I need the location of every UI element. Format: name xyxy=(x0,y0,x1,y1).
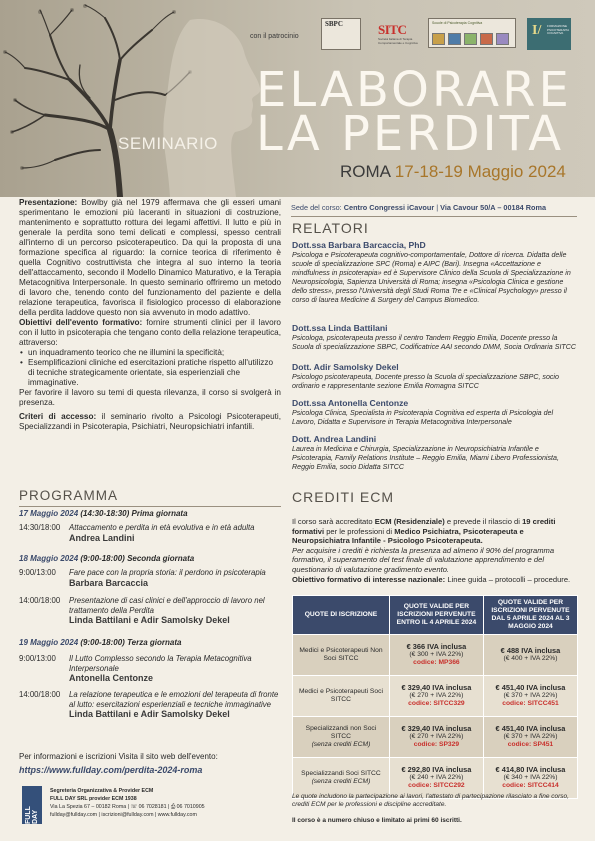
title-line-2: LA PERDITA xyxy=(256,106,565,162)
fees-table xyxy=(292,595,578,799)
patronage-label: con il patrocinio xyxy=(250,33,299,40)
sbpc-logo: SBPC xyxy=(321,18,361,50)
speaker-bio: Dott.ssa Antonella Centonze Psicologa Clinica, Specialista in Psicoterapia Cognitiva ed esperta di Psicologia del Lavoro, Didatta e Supervisore in Terapia Metacognitiva Interpersonale xyxy=(292,398,554,426)
table-row: Medici e Psicoterapeuti Soci SITCC € 329,40 IVA inclusa (€ 270 + IVA 22%) codice: SITCC329 € 451,40 IVA inclusa (€ 370 + IVA 22%) codice: SITCC451 xyxy=(293,676,578,717)
venue-info: Sede del corso: Centro Congressi iCavour | Via Cavour 50/A – 00184 Roma xyxy=(291,203,577,217)
scuole-psicoterapia-logo: Scuole di Psicoterapia Cognitiva xyxy=(428,18,516,48)
title-line-1: ELABORARE xyxy=(256,62,572,118)
obiettivi-list xyxy=(19,348,281,388)
relatori-title: RELATORI xyxy=(292,220,369,236)
programma-title: PROGRAMMA xyxy=(19,488,119,503)
speaker-bio: Dott.ssa Barbara Barcaccia, PhD Psicologa e Psicoterapeuta cognitivo-comportamentale, Dottore di ricerca. Didatta delle scuole di specializzazione SPC (Roma) e AIPC (Bari). Insegna «Accettazione e mindfulness in psicoterapia» ed è Supervisore Clinico della Scuola di Specializzazione in Neuropsicologia, Sapienza Università di Roma; insegna «Psicologia Clinica e gestione dello stress», presso l'Università degli Studi Roma Tre e «Clinical Psychology» presso il corso di laurea Medicine & Surgery del Campus Biomedico. xyxy=(292,240,571,304)
presentazione-paragraph: Presentazione: Bowlby già nel 1979 affermava che gli esseri umani sperimentano le emozioni più laceranti in situazioni di costruzione, mantenimento e soprattutto rottura dei legami affettivi. Il lutto e più in generale la perdita sono temi delicati e complessi, spesso centrali all'interno di un percorso psicoterapeutico. Da qui la proposta di una formazione specifica al riguardo: la cornice teorica di riferimento è quella Cognitivo costruttivista che integra al suo interno la teoria dell'attaccamento, secondo il Modello Dinamico Maturativo, e la Terapia Metacognitiva Interpersonale. In questo seminario offriremo un metodo di lavoro che, tenendo conto del funzionamento del paziente e della relazione terapeutica, favorisca il fisiologico processo di elaborazione della perdita laddove questo non sia avvenuto in modo adattivo. xyxy=(19,198,281,317)
speaker-bio: Dott. Adir Samolsky Dekel Psicologo psicoterapeuta, Docente presso la Scuola di specializzazione SBPC, socio ordinario e rappresentante sezione Emilia Romagna SITCC xyxy=(292,362,559,390)
event-city: ROMA xyxy=(340,162,391,181)
crediti-title: CREDITI ECM xyxy=(292,489,394,505)
day-heading: 17 Maggio 2024 (14:30-18:30) Prima giornata xyxy=(19,509,188,518)
speaker-bio: Dott.ssa Linda Battilani Psicologa, psicoterapeuta presso il centro Tandem Reggio Emilia, Docente presso la Scuola di specializzazione SBPC, Codificatrice AAI secondo DMM, Socia Ordinaria SITCC xyxy=(292,323,576,351)
speaker-name: Linda Battilani e Adir Samolsky Dekel xyxy=(69,709,230,719)
closing-paragraph: Per favorire il lavoro su temi di questa rilevanza, il corso si svolgerà in presenza. xyxy=(19,388,281,407)
tree-head-illustration xyxy=(0,0,300,197)
table-header-row: QUOTE DI ISCRIZIONE QUOTE VALIDE PER ISCRIZIONI PERVENUTE ENTRO IL 4 APRILE 2024 QUOTE VALIDE PER ISCRIZIONI PERVENUTE DAL 5 APRILE 2024 AL 3 MAGGIO 2024 xyxy=(293,596,578,635)
obiettivi-paragraph: Obiettivi dell'evento formativo: fornire strumenti clinici per il lavoro con il lutto in psicoterapia che tengano conto della relazione terapeutica, attraverso: xyxy=(19,318,281,347)
speaker-name: Barbara Barcaccia xyxy=(69,577,149,588)
list-item: • Esemplificazioni cliniche ed esercitazioni pratiche rispetto all'utilizzo di tecniche strategicamente orientate, sia esperienziali che immaginative. xyxy=(19,358,281,388)
day-heading: 19 Maggio 2024 (9:00-18:00) Terza giornata xyxy=(19,638,182,647)
event-url-link[interactable]: https://www.fullday.com/perdita-2024-roma xyxy=(19,765,203,775)
criteri-paragraph: Criteri di accesso: il seminario rivolto a Psicologi Psicoterapeuti, Specializzandi in Psicoterapia, Psichiatri, Neuropsichiatri infantili. xyxy=(19,412,281,431)
event-days: 17-18-19 Maggio 2024 xyxy=(394,162,566,181)
provider-info: Segreteria Organizzativa & Provider ECM FULL DAY SRL provider ECM 1938 Via La Spezia 67 – 00182 Roma | ☏ 06 7028181 | ⎙ 06 7010905 fullday@fullday.com | iscrizioni@fullday.com | www.fullday.com xyxy=(50,788,205,818)
speaker-name: Linda Battilani e Adir Samolsky Dekel xyxy=(69,615,230,625)
table-row: Specializzandi non Soci SITCC (senza crediti ECM) € 329,40 IVA inclusa (€ 270 + IVA 22%) codice: SP329 € 451,40 IVA inclusa (€ 370 + IVA 22%) codice: SP451 xyxy=(293,717,578,758)
table-row: Specializzandi Soci SITCC (senza crediti ECM) € 292,80 IVA inclusa (€ 240 + IVA 22%) codice: SITCC292 € 414,80 IVA inclusa (€ 340 + IVA 22%) codice: SITCC414 xyxy=(293,758,578,799)
speaker-bio: Dott. Andrea Landini Laurea in Medicina e Chirurgia, Specializzazione in Neuropsichiatria Infantile e Psicoterapia, Family Relations Institute – Reggio Emilia, Miami Libero Professionista, Reggio Emilia, socio Didatta SITCC xyxy=(292,434,559,471)
speaker-name: Antonella Centonze xyxy=(69,673,154,683)
header-banner xyxy=(0,0,595,197)
fullday-logo: FULL DAY xyxy=(22,786,42,824)
sitc-logo: SITC Società Italiana di Terapia Comportamentale e Cognitiva xyxy=(378,22,418,45)
day-heading: 18 Maggio 2024 (9:00-18:00) Seconda giornata xyxy=(19,554,195,563)
ecm-info: Il corso sarà accreditato ECM (Residenziale) e prevede il rilascio di 19 crediti formativi per le professioni di Medico Psichiatra, Psicoterapeuta e Neuropsichiatra Infantile - Psicologo Psicoterapeuta. Per acquisire i crediti è richiesta la presenza ad almeno il 90% del programma formativo, il superamento del test finale di valutazione apprendimento e del questionario di valutazione gradimento evento. Obiettivo formativo di interesse nazionale: Linee guida – protocolli – procedure. xyxy=(292,517,571,584)
capacity-note: Il corso è a numero chiuso e limitato ai primi 60 iscritti. xyxy=(292,817,462,824)
seminar-label: SEMINARIO xyxy=(118,134,218,153)
info-line: Per informazioni e iscrizioni Visita il sito web dell'evento: xyxy=(19,752,218,761)
intro-section xyxy=(19,198,281,432)
iscom-logo: I/ FORMAZIONE PSICOTERAPIA COGNITIVA xyxy=(527,18,571,50)
table-row: Medici e Psicoterapeuti Non Soci SITCC € 366 IVA inclusa (€ 300 + IVA 22%) codice: MP366 € 488 IVA inclusa (€ 400 + IVA 22%) xyxy=(293,635,578,676)
speaker-name: Andrea Landini xyxy=(69,532,135,543)
event-dates xyxy=(340,162,566,182)
fees-note: Le quote includono la partecipazione ai lavori, l'attestato di partecipazione rilasciato a fine corso, crediti ECM per le professioni e discipline accreditate. xyxy=(292,793,569,808)
list-item: • un inquadramento teorico che ne illumini la specificità; xyxy=(19,348,281,358)
